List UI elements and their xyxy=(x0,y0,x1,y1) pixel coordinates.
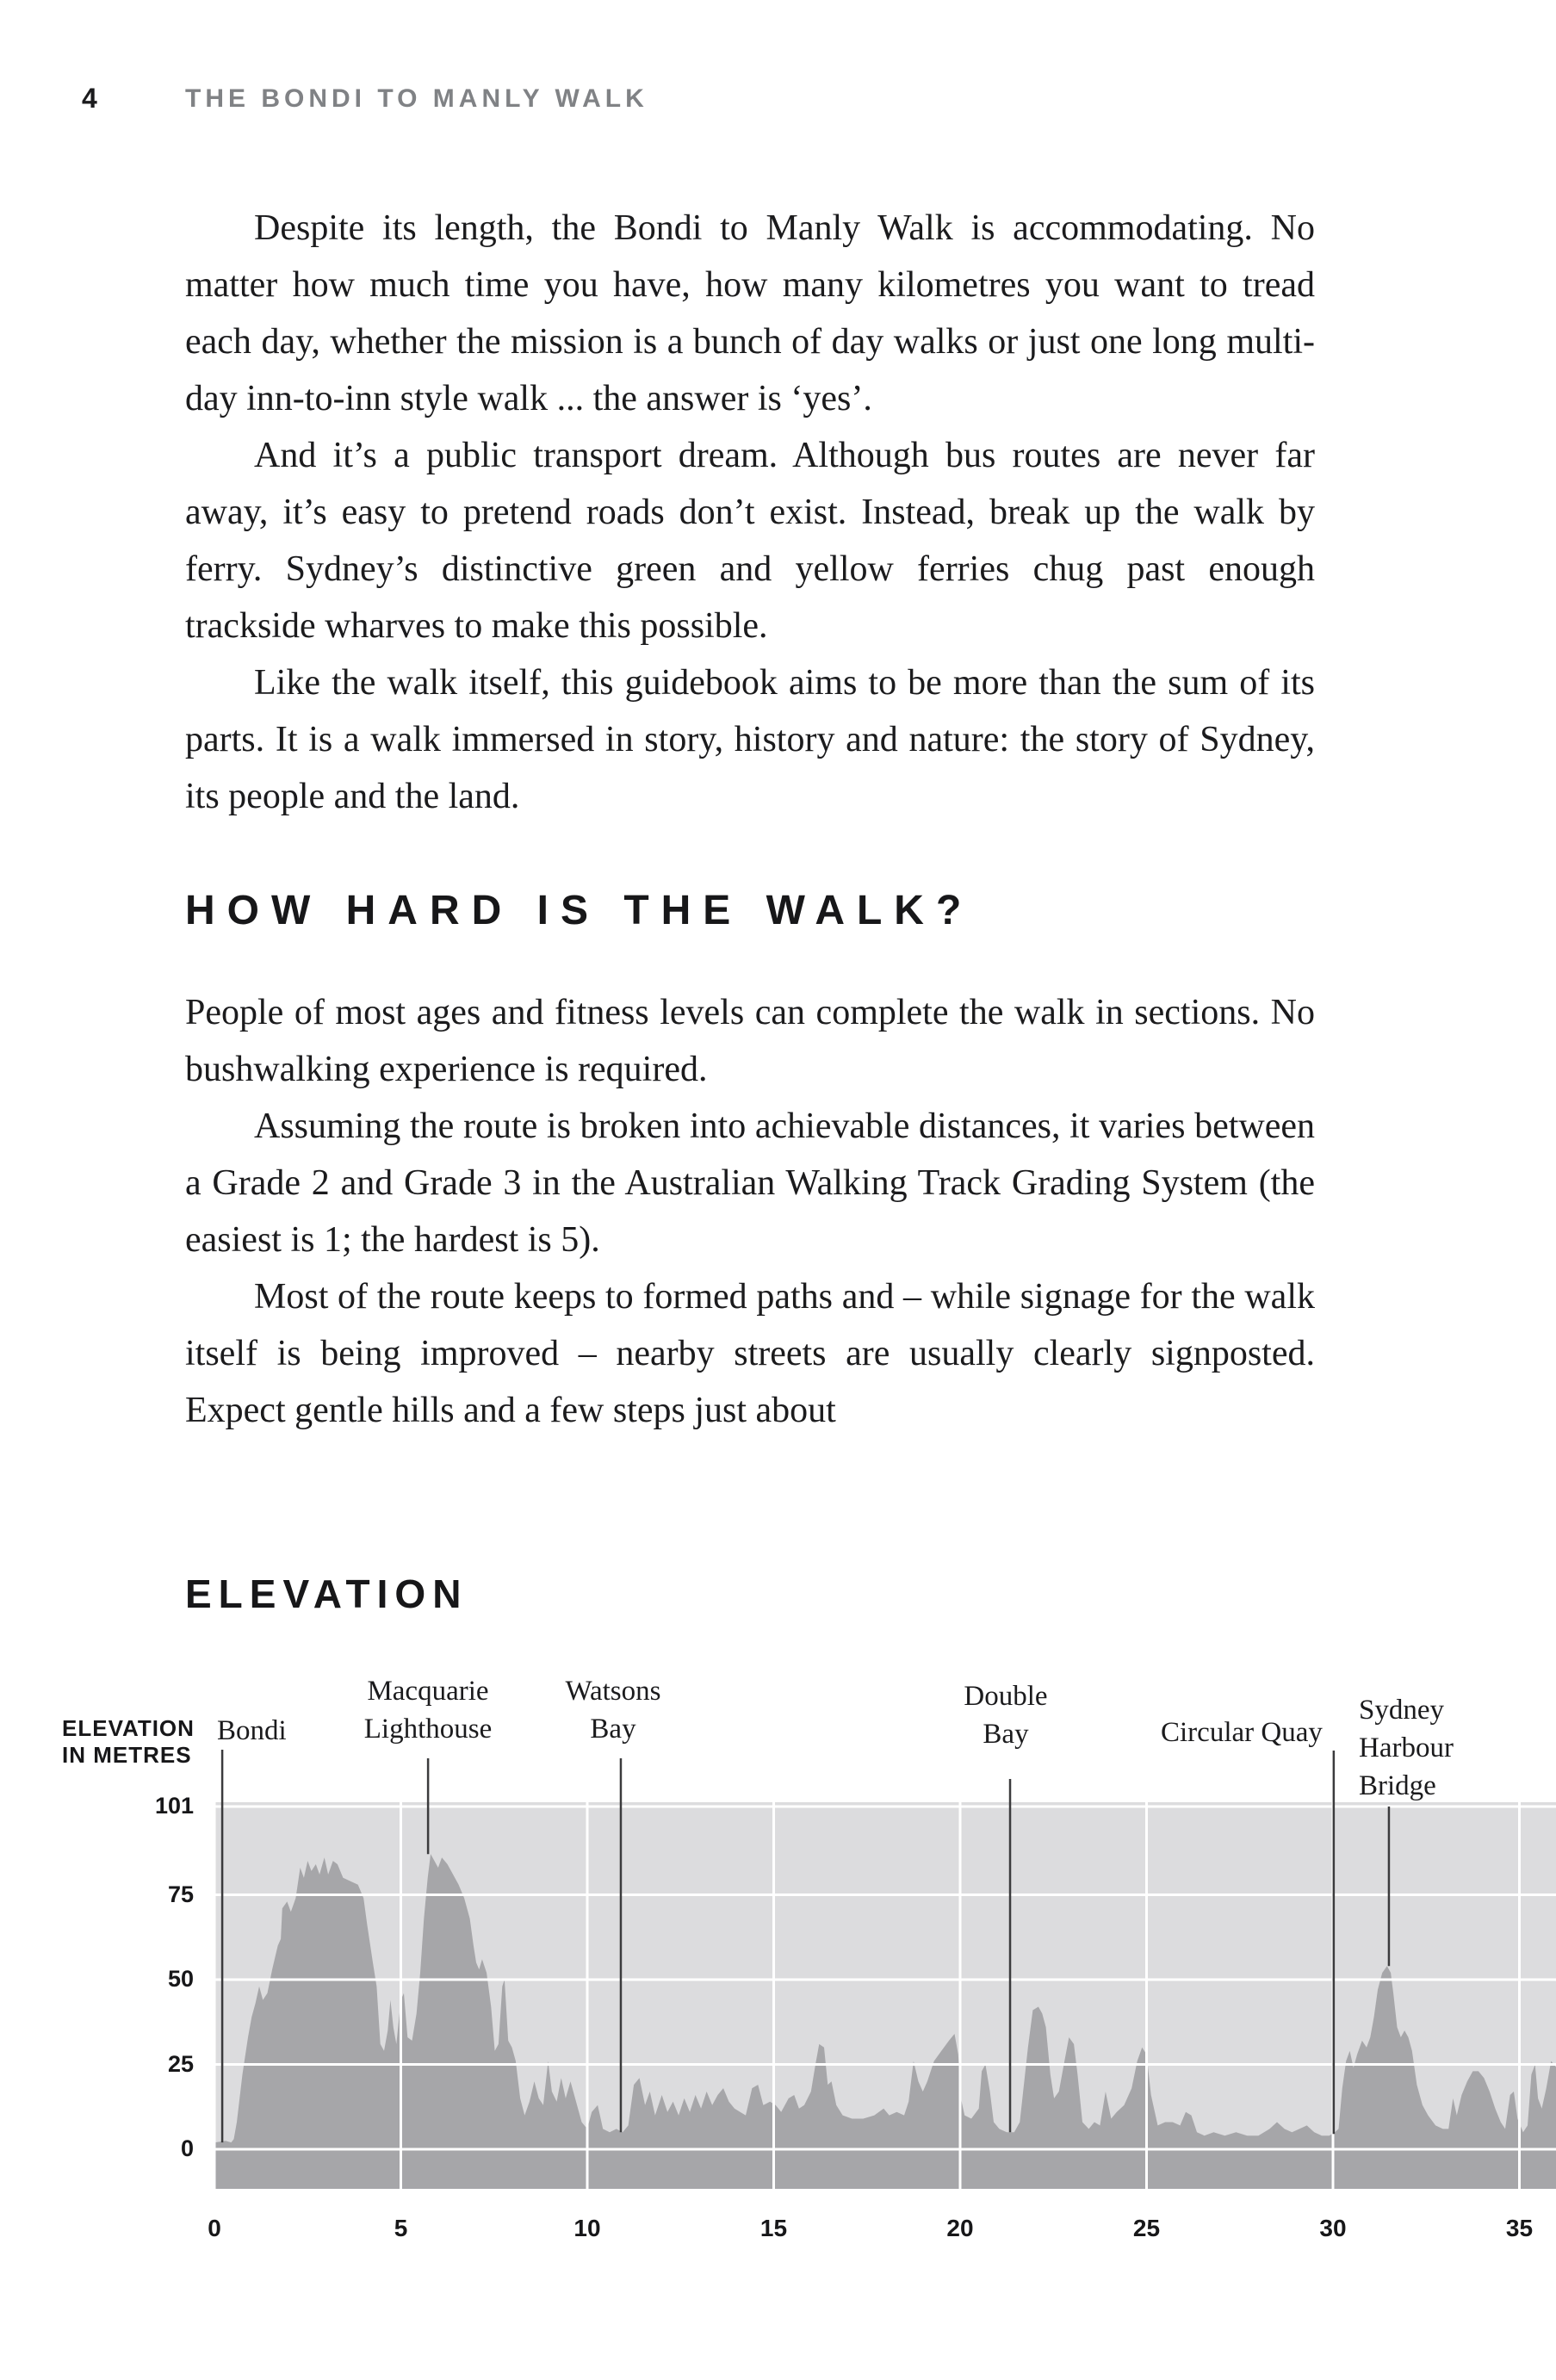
x-tick-label: 35 xyxy=(1505,2215,1534,2241)
marker-label-line: Circular Quay xyxy=(1161,1717,1323,1748)
paragraph: Most of the route keeps to formed paths and – while signage for the walk itself is being improved – nearby streets are usually clearly signposted. Expect gentle hills and a few steps just about xyxy=(185,1277,1315,1430)
y-tick-label: 50 xyxy=(167,1966,194,1992)
x-tick-label: 10 xyxy=(573,2215,601,2241)
x-tick-label: 5 xyxy=(394,2215,408,2241)
y-axis-title-line: ELEVATION xyxy=(62,1715,195,1741)
marker-label-line: Double xyxy=(964,1681,1048,1712)
marker-label-line: Macquarie xyxy=(367,1676,489,1707)
marker-label-line: Bay xyxy=(983,1719,1029,1750)
y-axis-title-line: IN METRES xyxy=(62,1742,192,1768)
y-tick-label: 75 xyxy=(167,1881,194,1907)
y-tick-label: 25 xyxy=(167,2050,194,2077)
elevation-heading: ELEVATION xyxy=(185,1571,468,1616)
book-title-header: THE BONDI TO MANLY WALK xyxy=(185,84,648,113)
marker-label-line: Bondi xyxy=(217,1715,287,1746)
paragraph: Like the walk itself, this guidebook aims to be more than the sum of its parts. It is a walk immersed in story, history and nature: the story of Sydney, its people and the land. xyxy=(185,663,1315,816)
paragraph: People of most ages and fitness levels can complete the walk in sections. No bushwalking experience is required. xyxy=(185,993,1315,1089)
marker-label-line: Lighthouse xyxy=(363,1714,493,1745)
marker-label-line: Bridge xyxy=(1359,1770,1436,1801)
x-tick-label: 20 xyxy=(946,2215,974,2241)
paragraph: Assuming the route is broken into achievable distances, it varies between a Grade 2 and Grade 3 in the Australian Walking Track Grading System (the easiest is 1; the hardest is 5). xyxy=(185,1106,1315,1260)
x-tick-label: 0 xyxy=(208,2215,221,2241)
page-number: 4 xyxy=(82,83,97,114)
paragraph: Despite its length, the Bondi to Manly Walk is accommodating. No matter how much time you have, how many kilometres you want to tread each day, whether the mission is a bunch of day walks or just one long multi-day inn-to-inn style walk ... the answer is ‘yes’. xyxy=(185,208,1315,418)
marker-label-line: Sydney xyxy=(1359,1695,1444,1726)
marker-label-line: Harbour xyxy=(1359,1732,1454,1763)
paragraph: And it’s a public transport dream. Although bus routes are never far away, it’s easy to pretend roads don’t exist. Instead, break up the walk by ferry. Sydney’s distinctive green and yellow ferries chug past enough trackside wharves to make this possible. xyxy=(185,436,1315,646)
x-tick-label: 30 xyxy=(1319,2215,1347,2241)
marker-label-line: Watsons xyxy=(565,1676,661,1707)
y-tick-label: 101 xyxy=(154,1793,194,1819)
section-heading: HOW HARD IS THE WALK? xyxy=(185,888,974,933)
x-tick-label: 15 xyxy=(759,2215,788,2241)
marker-label-line: Bay xyxy=(590,1714,636,1745)
y-tick-label: 0 xyxy=(180,2135,194,2161)
x-tick-label: 25 xyxy=(1132,2215,1161,2241)
